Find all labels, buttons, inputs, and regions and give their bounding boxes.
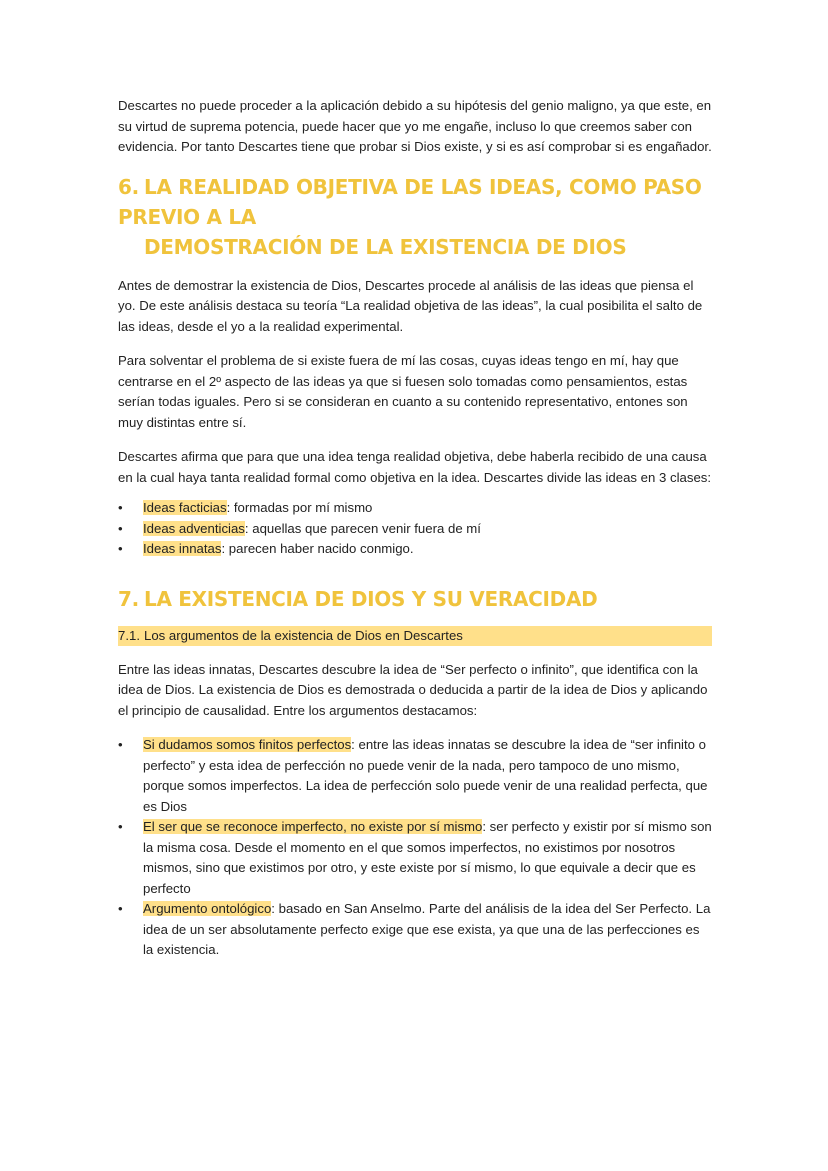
list-item-text: : aquellas que parecen venir fuera de mí <box>244 520 481 536</box>
section-7-number: 7. <box>118 586 139 611</box>
idea-types-list <box>118 498 712 560</box>
list-item-text: : basado en San Anselmo. Parte del análisis de la idea del Ser Perfecto. La idea de un ser absolutamente perfecto exige que ese exista, ya que una de las perfecciones es la existencia. <box>143 901 711 957</box>
section-7-heading <box>118 584 712 614</box>
section-6-number: 6. <box>118 174 139 199</box>
section-7-paragraph-1: Entre las ideas innatas, Descartes descubre la idea de “Ser perfecto o infinito”, que identifica con la idea de Dios. La existencia de Dios es demostrada o deducida a partir de la idea de Dios y aplicando el principio de causalidad. Entre los argumentos destacamos: <box>118 661 708 718</box>
list-item <box>118 899 712 961</box>
section-6-heading <box>118 172 712 262</box>
bullet-icon: • <box>118 819 123 834</box>
list-item <box>118 735 712 817</box>
document-page <box>118 96 712 961</box>
section-6-paragraph-1: Antes de demostrar la existencia de Dios, Descartes procede al análisis de las ideas que piensa el yo. De este análisis destaca su teoría “La realidad objetiva de las ideas”, la cual posibilita el salto de las ideas, desde el yo a la realidad experimental. <box>118 277 703 334</box>
intro-paragraph: Descartes no puede proceder a la aplicación debido a su hipótesis del genio maligno, ya que este, en su virtud de suprema potencia, puede hacer que yo me engañe, incluso lo que creemos saber con evidencia. Por tanto Descartes tiene que probar si Dios existe, y si es así comprobar si es engañador. <box>118 98 712 154</box>
list-item-term: Ideas facticias <box>143 500 227 515</box>
list-item <box>118 519 712 540</box>
list-item-text: : ser perfecto y existir por sí mismo son la misma cosa. Desde el momento en el que somos imperfectos, no existimos por nosotros mismos, sino que existimos por otro, y este existe por sí mismo, lo que equivale a decir que es perfecto <box>143 819 712 896</box>
list-item-text: : parecen haber nacido conmigo. <box>221 541 414 556</box>
subsection-number: 7.1. <box>118 627 140 643</box>
bullet-icon: • <box>118 520 123 536</box>
section-6-title-line1: LA REALIDAD OBJETIVA DE LAS IDEAS, COMO PASO PREVIO A LA <box>118 174 702 229</box>
list-item-term: Si dudamos somos finitos perfectos <box>143 737 352 752</box>
list-item-term: Argumento ontológico <box>143 901 272 916</box>
list-item-text: : entre las ideas innatas se descubre la idea de “ser infinito o perfecto” y esta idea de perfección no puede venir de la nada, pero tampoco de uno mismo, porque somos imperfectos. La idea de perfección solo puede venir de una realidad perfecta, que es Dios <box>143 737 708 814</box>
bullet-icon: • <box>118 901 123 916</box>
subsection-7-1-heading <box>118 626 712 646</box>
bullet-icon: • <box>118 500 123 515</box>
list-item-text: : formadas por mí mismo <box>226 500 373 515</box>
bullet-icon: • <box>118 541 123 556</box>
list-item <box>118 817 712 899</box>
list-item <box>118 539 712 560</box>
section-6-paragraph-2: Para solventar el problema de si existe fuera de mí las cosas, cuyas ideas tengo en mí, hay que centrarse en el 2º aspecto de las ideas ya que si fuesen solo tomadas como pensamientos, estas serían todas iguales. Pero si se consideran en cuanto a su contenido representativo, entones son muy distintas entre sí. <box>118 353 688 430</box>
list-item-term: Ideas innatas <box>143 541 222 556</box>
list-item-term: Ideas adventicias <box>143 520 245 536</box>
arguments-list <box>118 735 712 961</box>
section-7-title: LA EXISTENCIA DE DIOS Y SU VERACIDAD <box>144 586 598 611</box>
section-6-paragraph-3: Descartes afirma que para que una idea tenga realidad objetiva, debe haberla recibido de una causa en la cual haya tanta realidad formal como objetiva en la idea. Descartes divide las ideas en 3 clases: <box>118 449 712 485</box>
section-6-title-line2: DEMOSTRACIÓN DE LA EXISTENCIA DE DIOS <box>144 234 627 259</box>
bullet-icon: • <box>118 737 123 752</box>
subsection-title: Los argumentos de la existencia de Dios en Descartes <box>144 627 463 643</box>
list-item-term: El ser que se reconoce imperfecto, no existe por sí mismo <box>143 819 483 834</box>
list-item <box>118 498 712 519</box>
